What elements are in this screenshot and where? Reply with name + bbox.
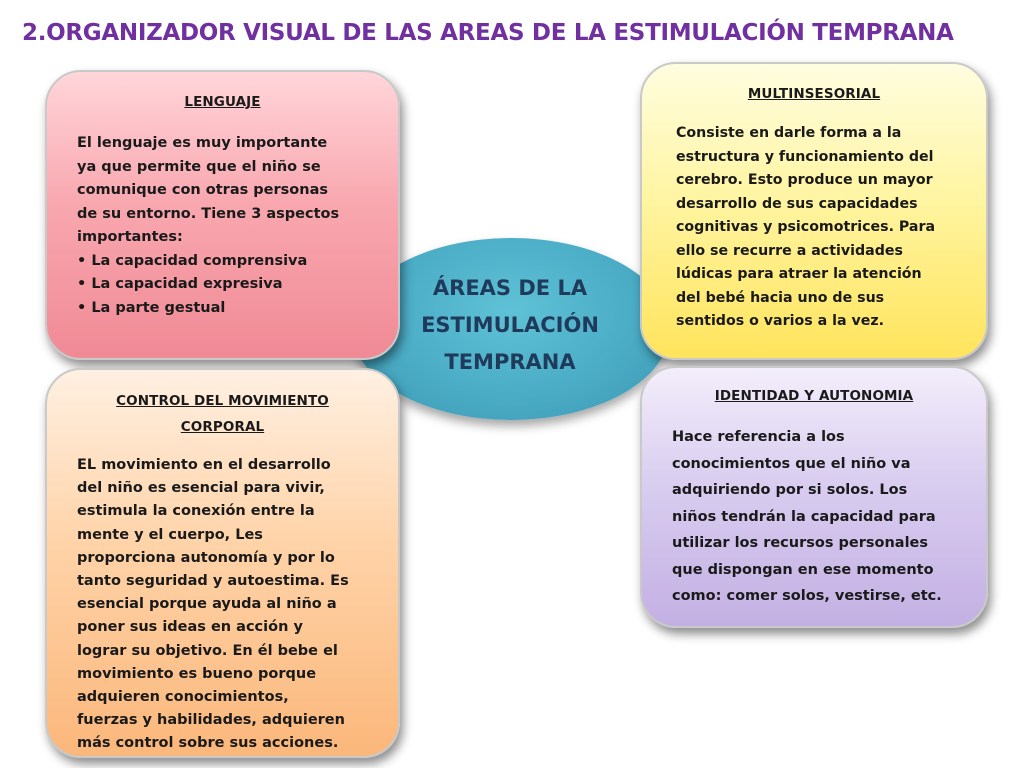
card-title: MULTINSESORIAL [747, 86, 881, 102]
card-line: comunique con otras personas [77, 182, 328, 198]
card-body [676, 122, 935, 334]
card-line: estructura y funcionamiento del [676, 148, 934, 165]
card-lenguaje [45, 70, 400, 360]
card-bullet: • La capacidad comprensiva [77, 252, 308, 269]
card-control-movimiento [45, 368, 400, 758]
center-label-line: TEMPRANA [444, 350, 576, 374]
card-title-line: CONTROL DEL MOVIMIENTO [116, 393, 329, 409]
card-body [77, 132, 339, 320]
card-line: movimiento es bueno porque [77, 665, 317, 682]
card-line: fuerzas y habilidades, adquieren [77, 712, 345, 729]
card-identidad-autonomia [640, 366, 988, 628]
card-line: El lenguaje es muy importante [77, 135, 328, 151]
card-line: del bebé hacia uno de sus [676, 289, 885, 306]
card-line: adquieren conocimientos, [77, 689, 289, 706]
slide-title: 2.ORGANIZADOR VISUAL DE LAS AREAS DE LA ESTIMULACIÓN TEMPRANA [22, 20, 954, 46]
card-line: EL movimiento en el desarrollo [77, 457, 331, 473]
card-line: más control sobre sus acciones. [77, 735, 339, 752]
card-line: estimula la conexión entre la [77, 503, 315, 520]
card-bullet: • La capacidad expresiva [77, 276, 283, 292]
card-title: LENGUAJE [184, 94, 261, 110]
card-line: cerebro. Esto produce un mayor [676, 172, 933, 188]
card-line: utilizar los recursos personales [672, 535, 929, 551]
card-body [77, 454, 349, 756]
card-line: lograr su objetivo. En él bebe el [77, 642, 338, 659]
card-line: ya que permite que el niño se [77, 158, 321, 175]
card-line: que dispongan en ese momento [672, 561, 934, 578]
card-title [47, 388, 398, 440]
card-line: de su entorno. Tiene 3 aspectos [77, 205, 340, 222]
card-bullet: • La parte gestual [77, 299, 226, 316]
card-multisensorial [640, 62, 988, 360]
center-label-line: ESTIMULACIÓN [421, 313, 599, 337]
card-line: del niño es esencial para vivir, [77, 480, 325, 497]
card-line: conocimientos que el niño va [672, 455, 911, 472]
card-title-line: CORPORAL [180, 419, 265, 435]
card-line: cognitivas y psicomotrices. Para [676, 219, 936, 235]
card-line: proporciona autonomía y por lo [77, 549, 335, 566]
card-line: mente y el cuerpo, Les [77, 526, 263, 543]
center-label [390, 270, 630, 381]
card-line: como: comer solos, vestirse, etc. [672, 588, 942, 604]
card-line: Hace referencia a los [672, 429, 845, 445]
card-line: tanto seguridad y autoestima. Es [77, 573, 349, 590]
card-line: esencial porque ayuda al niño a [77, 596, 337, 613]
center-label-line: ÁREAS DE LA [432, 276, 588, 300]
card-body [672, 424, 942, 610]
card-line: sentidos o varios a la vez. [676, 313, 885, 329]
card-line: poner sus ideas en acción y [77, 619, 303, 636]
card-title: IDENTIDAD Y AUTONOMIA [714, 388, 914, 404]
card-line: importantes: [77, 229, 183, 245]
card-line: ello se recurre a actividades [676, 242, 903, 259]
card-line: niños tendrán la capacidad para [672, 508, 936, 525]
card-line: desarrollo de sus capacidades [676, 195, 918, 212]
card-line: Consiste en darle forma a la [676, 125, 902, 141]
card-line: lúdicas para atraer la atención [676, 266, 922, 282]
card-line: adquiriendo por si solos. Los [672, 482, 908, 498]
